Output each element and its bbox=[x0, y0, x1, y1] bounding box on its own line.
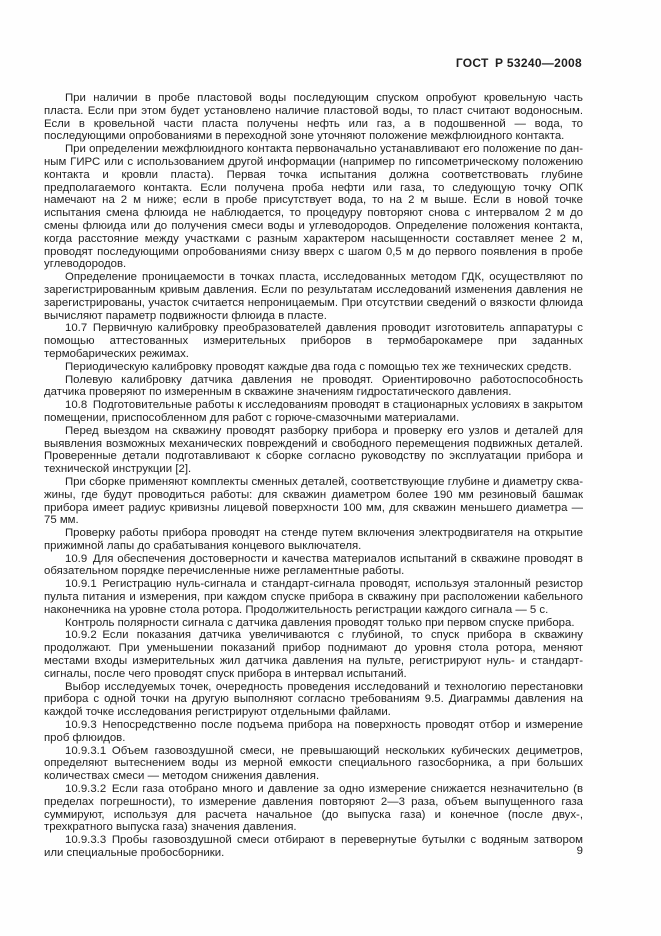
running-header: ГОСТ Р 53240—2008 bbox=[455, 56, 582, 70]
paragraph: 10.9.3.3 Пробы газовоздушной смеси отбирают в перевернутые бутылки с водяным затвором или специальные пробосборники. bbox=[44, 834, 583, 860]
paragraph: 10.8 Подготовительные работы к исследованиям проводят в стационарных условиях в закрытом помещении, приспособленном для работ с горюче-смазочными материалами. bbox=[44, 399, 583, 424]
paragraph: При наличии в пробе пластовой воды последующим спуском опробуют кровельную часть пласта. Если при этом будет установлено наличие пластовой воды, то пласт считают водоносным. Если в кровельной части пласта получены нефть или газ, а в подошвенной — вода, то последующими опробованиями в переходной зоне уточняют положение межфлюидного контакта. bbox=[44, 92, 583, 143]
paragraph: 10.9.1 Регистрацию нуль-сигнала и стандарт-сигнала проводят, используя эталонный резистор пульта питания и измерения, при каждом спуске прибора в скважину при расположении кабельного наконечника на уровне стола ротора. Продолжительность регистрации каждого сигнала — 5 с. bbox=[44, 578, 583, 616]
document-body bbox=[44, 92, 583, 860]
paragraph: 10.9.3 Непосредственно после подъема прибора на поверхность проводят отбор и измерение проб флюидов. bbox=[44, 719, 583, 744]
paragraph: Проверку работы прибора проводят на стенде путем включения электродвигателя на открытие прижимной лапы до срабатывания концевого выключателя. bbox=[44, 527, 583, 552]
paragraph: 10.7 Первичную калибровку преобразователей давления проводит изготовитель аппаратуры с помощью аттестованных измерительных приборов в термобарокамере при заданных термобарических режимах. bbox=[44, 322, 583, 360]
page-number: 9 bbox=[576, 845, 583, 857]
paragraph: Перед выездом на скважину проводят разборку прибора и проверку его узлов и деталей для выявления возможных механических повреждений и свободного перемещения подвижных деталей. Проверенные детали подготавливают к сборке согласно руководству по эксплуатации прибора и технической инструкции [2]. bbox=[44, 424, 583, 476]
paragraph: Контроль полярности сигнала с датчика давления проводят только при первом спуске прибора. bbox=[65, 616, 575, 629]
paragraph: Определение проницаемости в точках пласта, исследованных методом ГДК, осуществляют по зарегистрированным кривым давления. Если по результатам исследований изменения давления не зарегистрированы, участок считается непроницаемым. При отсутствии сведений о вязкости флюида вычисляют параметр подвижности флюида в пласте. bbox=[44, 271, 583, 322]
paragraph: Периодическую калибровку проводят каждые два года с помощью тех же технических средств. bbox=[65, 360, 572, 373]
paragraph: Полевую калибровку датчика давления не проводят. Ориентировочно работоспособность датчика проверяют по измеренным в скважине значениям гидростатического давления. bbox=[44, 373, 583, 399]
paragraph: 10.9 Для обеспечения достоверности и качества материалов испытаний в скважине проводят в обязательном порядке перечисленные ниже регламентные работы. bbox=[44, 552, 583, 578]
paragraph: При определении межфлюидного контакта первоначально устанавливают его положение по данным ГИРС или с использованием другой информации (например по гипсометрическому положению контакта и кровли пласта). Первая точка испытания должна соответствовать глубине предполагаемого контакта. Если получена проба нефти или газа, то следующую точку ОПК намечают на 2 м ниже; если в пробе присутствует вода, то на 2 м выше. Если в новой точке испытания смена флюида не наблюдается, то процедуру повторяют снова с интервалом 2 м до смены флюида или до получения смеси воды и углеводородов. Определение положения контакта, когда расстояние между участками с разным характером насыщенности составляет менее 2 м, проводят последующими опробованиями снизу вверх с шагом 0,5 м до первого появления в пробе углеводородов. bbox=[44, 143, 583, 271]
paragraph: 10.9.3.1 Объем газовоздушной смеси, не превышающий нескольких кубических дециметров, определяют вытеснением воды из мерной емкости специального газосборника, а при больших количествах смеси — методом снижения давления. bbox=[44, 744, 583, 783]
paragraph: 10.9.3.2 Если газа отобрано много и давление за одно измерение снижается незначительно (в пределах погрешности), то измерение давления повторяют 2—3 раза, объем выпущенного газа суммируют, используя для расчета начальное (до выпуска газа) и конечное (после двух-, трехкратного выпуска газа) значения давления. bbox=[44, 783, 583, 834]
paragraph: 10.9.2 Если показания датчика увеличиваются с глубиной, то спуск прибора в скважину продолжают. При уменьшении показаний прибор поднимают до уровня стола ротора, меняют местами входы измерительных жил датчика давления на пульте, регистрируют нуль- и стандарт-сигналы, после чего проводят спуск прибора в интервал испытаний. bbox=[44, 629, 583, 680]
paragraph: Выбор исследуемых точек, очередность проведения исследований и технологию перестановки прибора с одной точки на другую выполняют согласно требованиям 9.5. Диаграммы давления на каждой точке исследования регистрируют отдельными файлами. bbox=[44, 680, 583, 719]
paragraph: При сборке применяют комплекты сменных деталей, соответствующие глубине и диаметру скважины, где будут проводиться работы: для скважин диаметром более 190 мм резиновый башмак прибора имеет радиус кривизны лицевой поверхности 100 мм, для скважин меньшего диаметра — 75 мм. bbox=[44, 475, 583, 527]
